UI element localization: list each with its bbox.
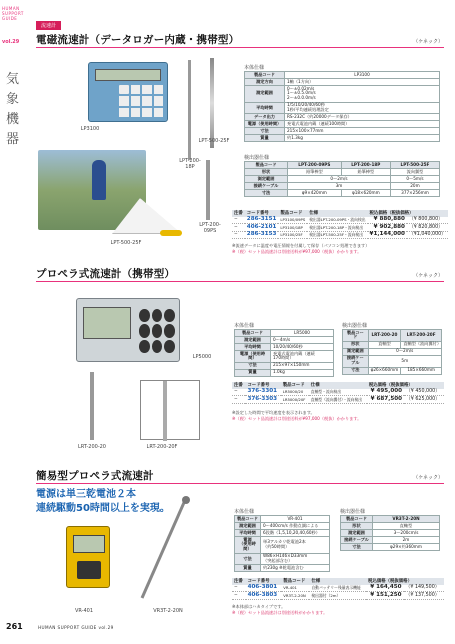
order-price-ex-tax: （¥ 800,800）	[407, 217, 448, 224]
spec-key: 形状	[341, 522, 373, 529]
spec-head: LPT-200-18P	[341, 162, 390, 169]
side-strip	[0, 0, 24, 644]
spec-key: 平均時間	[245, 102, 285, 114]
spec-value: 0〜±0.02m/s 1〜±0.5.0m/s 2〜±0.0.0m/s	[285, 85, 440, 102]
product-label: LPT-500-25F	[198, 138, 230, 144]
order-table-s2	[232, 382, 444, 404]
order-spec: 検出器LPT-500-25F・流向検出	[307, 231, 367, 239]
probe-drawing-lrt20f	[140, 380, 200, 440]
spec-value: W86×H146×D33mm （突起部含む）	[261, 553, 330, 565]
category-label	[6, 70, 20, 150]
order-price: ¥ 880,880	[368, 217, 407, 224]
order-head: 製品コード	[281, 382, 309, 389]
spec-cell: φ9×420mm	[288, 189, 342, 196]
order-head: 製品コード	[278, 210, 307, 217]
sensor-spec-title: 検出器仕様	[340, 509, 366, 515]
spec-key: 質量	[245, 135, 285, 142]
notes-s2	[232, 410, 361, 421]
spec-key: 質量	[235, 369, 271, 376]
order-spec: 検出器付（2m）	[309, 592, 366, 600]
order-spec: 検出器LPT-200-18P・流向検出	[307, 224, 367, 232]
maker-label: （ケネック）	[413, 475, 443, 481]
note-line: ※（税）セット品流速計は別途送料が¥97,000（税抜）かかります。	[232, 415, 362, 421]
probe-image-18p	[188, 60, 191, 160]
divider	[36, 281, 444, 282]
order-head: 税込価格（税抜価格）	[368, 210, 448, 217]
spec-head: 製品コード	[245, 162, 288, 169]
spec-value: 約1.3kg	[285, 135, 440, 142]
spec-cell: 鉛筆棒型	[341, 168, 390, 175]
spec-value: 215×100×77mm	[285, 128, 440, 135]
spec-cell: φ26×660mm	[368, 367, 401, 374]
product-label: LPT-200-09PS	[199, 222, 221, 234]
spec-key: 測定範囲	[245, 85, 285, 102]
sensor-spec-title: 検出器仕様	[342, 323, 368, 329]
category-char: 器	[6, 132, 20, 147]
order-spec: 直軸型（流向翼付）・流向検出	[309, 396, 367, 404]
spec-head: VR3T-2-20N	[373, 516, 440, 523]
spec-key: 寸法	[245, 128, 285, 135]
product-label: LP5000	[192, 354, 212, 360]
body-spec-title: 本体仕様	[234, 509, 255, 515]
spec-key: 測定範囲	[343, 348, 369, 355]
order-model: VR3T-2-20N	[281, 592, 309, 600]
order-spec: 検出器LPT-200-09PS・流向検出	[309, 217, 366, 223]
spec-cell: φ18×620mm	[341, 189, 390, 196]
spec-key: 形状	[343, 341, 369, 348]
order-mark: −	[232, 396, 245, 404]
spec-cell: 5m	[368, 355, 441, 367]
spec-key: 製品コード	[245, 72, 285, 79]
spec-cell: 3m	[288, 182, 391, 189]
vr3t-probe-image	[134, 494, 194, 604]
order-head: コード番号	[245, 382, 280, 389]
headline-line: 電源は単三乾電池２本	[36, 489, 136, 500]
spec-cell: 0〜5m/s	[390, 175, 439, 182]
spec-cell: 直軸型	[373, 522, 440, 529]
order-price: ¥ 495,000	[367, 389, 404, 396]
spec-cell: 2m	[373, 536, 440, 543]
page-number: 261	[6, 622, 23, 631]
order-head: 仕様	[309, 578, 366, 585]
order-mark: −	[232, 592, 246, 600]
order-price: ¥ 164,450	[366, 585, 404, 592]
headline-line: 連続駆動50時間以上を実現。	[36, 503, 170, 514]
order-price: ¥1,144,000	[369, 231, 405, 238]
sensor-spec-table	[342, 329, 442, 375]
product-label: VR-401	[74, 608, 94, 614]
order-row	[232, 217, 448, 224]
edge-brand	[2, 6, 24, 21]
spec-key: 質量	[235, 565, 261, 572]
note-line: ※設定した時間で平均速度を表示されます。	[232, 410, 315, 415]
probe-image-500	[210, 58, 214, 148]
footer-brand: HUMAN SUPPORT GUIDE vol.29	[38, 625, 114, 630]
body-spec-table	[234, 329, 334, 377]
spec-cell: 鉛筆棒型	[288, 168, 342, 175]
order-model: LP3100/18P	[278, 224, 307, 232]
order-model: LR5000/20	[281, 389, 309, 396]
sensor-spec-table	[340, 515, 440, 551]
order-price-ex-tax: （¥ 625,000）	[404, 396, 444, 404]
edge-vol: vol.29	[2, 39, 20, 45]
spec-head: LPT-200-09PS	[288, 162, 342, 169]
order-mark: −	[232, 217, 245, 224]
maker-label: （ケネック）	[413, 39, 443, 45]
sensor-spec-table	[244, 161, 440, 197]
order-model: LR5000/20F	[281, 396, 309, 404]
order-head: 税込価格（税抜価格）	[367, 382, 444, 389]
section-title-propeller: プロペラ式流速計（携帯型）	[36, 268, 176, 280]
probe-image-09ps	[206, 160, 210, 220]
spec-cell: 0〜2m/s	[288, 175, 391, 182]
order-code: 286-3151	[246, 216, 277, 223]
spec-head: LRT-200-20	[368, 330, 401, 342]
spec-cell: 20m	[390, 182, 439, 189]
spec-key: 寸法	[245, 189, 288, 196]
lp3100-device-image	[88, 62, 168, 122]
category-tag: 流速計	[36, 21, 61, 30]
spec-key: 接続ケーブル	[245, 182, 288, 189]
order-row	[232, 224, 448, 232]
spec-value: 0〜4m/s	[271, 336, 334, 343]
order-model: VR-401	[281, 585, 309, 592]
product-label: VR3T-2-20N	[153, 608, 183, 614]
order-spec: 自動バッテリー残量表示機能	[309, 585, 366, 592]
spec-value: 約230g ※乾電池含む	[261, 565, 330, 572]
order-code: 286-3153	[246, 231, 277, 238]
spec-cell: 3〜200cm/s	[373, 529, 440, 536]
spec-value: VR-401	[261, 516, 330, 523]
order-row	[232, 389, 444, 396]
order-mark: −	[232, 231, 245, 239]
order-row	[232, 585, 444, 592]
order-mark: −	[232, 389, 245, 396]
spec-key: 平均時間	[235, 343, 271, 350]
order-head: 製品コード	[281, 578, 309, 585]
spec-cell: 377×256mm	[390, 189, 439, 196]
spec-key: 測定範囲	[235, 522, 261, 529]
order-head: 仕様	[309, 382, 367, 389]
order-head: コード番号	[246, 578, 282, 585]
spec-head: 製品コード	[343, 330, 369, 342]
edge-brand-line: GUIDE	[2, 16, 18, 21]
spec-cell: 185×660mm	[401, 367, 442, 374]
spec-key: 寸法	[235, 362, 271, 369]
spec-value: 1軸（1方向）	[285, 78, 440, 85]
order-price: ¥ 151,250	[366, 592, 404, 600]
category-char: 機	[6, 112, 20, 127]
spec-key: 平均時間	[235, 529, 261, 536]
spec-key: 電源（使用時間）	[245, 121, 285, 128]
spec-key: 形状	[245, 168, 288, 175]
order-row	[232, 396, 444, 404]
order-code: 376-3301	[245, 389, 280, 396]
product-label: LRT-200-20F	[146, 444, 178, 450]
note-line: ※流速データに温度や電圧情報を付属して保存（パソコン処理できます）	[232, 243, 370, 248]
note-line: ※本体部はハカタイプです。	[232, 604, 286, 609]
order-code: 406-2101	[246, 223, 277, 230]
spec-value: 充電式電池内蔵（連続100時間）	[285, 121, 440, 128]
spec-key: 測定範囲	[235, 336, 271, 343]
spec-value: 充電式電池内蔵（連続 170時間）	[271, 350, 334, 362]
probe-image-lrt20	[90, 372, 94, 440]
order-head: 仕様	[307, 210, 367, 217]
order-row	[232, 231, 448, 239]
note-line: ※（税）セット品流速計は別途送料がかかります。	[232, 609, 328, 615]
spec-key: 接続ケーブル	[343, 355, 369, 367]
spec-value: 10/20/40/60秒	[271, 343, 334, 350]
spec-value: 0〜400cm/s 作動点調による	[261, 522, 330, 529]
spec-key: 寸法	[343, 367, 369, 374]
spec-key: 接続ケーブル	[341, 536, 373, 543]
order-code: 406-3801	[246, 585, 282, 592]
spec-head: LRT-200-20F	[401, 330, 442, 342]
order-model: LP3100/09PS	[280, 217, 306, 223]
section-title-em-flowmeter: 電磁流速計（データロガー内蔵・携帯型）	[36, 34, 240, 46]
spec-value: LR5000	[271, 330, 334, 337]
spec-key: 電源（使用時間）	[235, 350, 271, 362]
order-spec: 直軸型・流向検出	[309, 389, 367, 396]
product-label: LPT-500-25F	[110, 240, 142, 246]
maker-label: （ケネック）	[413, 273, 443, 279]
order-mark: −	[232, 585, 246, 592]
spec-key: 製品コード	[235, 330, 271, 337]
spec-head: LPT-500-25F	[390, 162, 439, 169]
divider	[36, 47, 444, 48]
spec-value: LP3100	[285, 72, 440, 79]
order-row	[232, 592, 444, 600]
order-price-ex-tax: （¥1,040,000）	[408, 232, 446, 238]
edge-brand-line: HUMAN	[2, 6, 20, 11]
order-head: 注番	[232, 578, 246, 585]
order-price: ¥ 687,500	[367, 396, 404, 404]
spec-key: 測定範囲	[341, 529, 373, 536]
spec-key: 寸法	[235, 553, 261, 565]
order-price-ex-tax: （¥ 820,800）	[407, 224, 448, 232]
order-price-ex-tax: （¥ 137,500）	[404, 592, 444, 600]
spec-value: 1/5/10/20/40/60秒 1秒/平均連続処理設定	[285, 102, 440, 114]
spec-value: 6段階（1,5,10,20,40,60秒）	[261, 529, 330, 536]
spec-key: 測定方向	[245, 78, 285, 85]
category-char: 象	[6, 92, 20, 107]
spec-cell: 0〜2m/s	[368, 348, 441, 355]
order-code: 406-3803	[246, 592, 282, 600]
product-label: LRT-200-20	[77, 444, 106, 450]
sensor-spec-title: 検出器仕様	[244, 155, 270, 161]
spec-value: RS-232C（約20000データ保存）	[285, 114, 440, 121]
body-spec-table	[234, 515, 330, 572]
lp5000-device-image	[76, 298, 180, 362]
spec-key: 寸法	[341, 543, 373, 550]
product-label: LP3100	[80, 126, 100, 132]
spec-value: 単3アルカリ乾電池2本 （約50時間）	[261, 536, 330, 553]
spec-cell: 流向翼型	[390, 168, 439, 175]
order-price-ex-tax: （¥ 149,500）	[404, 585, 444, 592]
order-mark: −	[232, 224, 245, 232]
order-price: ¥ 902,880	[368, 224, 407, 232]
body-spec-table	[244, 71, 440, 142]
order-table-s3	[232, 578, 444, 600]
order-head: 注番	[234, 210, 243, 216]
spec-head: 製品コード	[341, 516, 373, 523]
spec-key: 電源 （使用時間）	[235, 536, 261, 553]
spec-value: 1.0kg	[271, 369, 334, 376]
product-label: LPT-200-18P	[179, 158, 201, 170]
note-line: ※（税）セット品流速計は別途送料が¥97,000（税抜）かかります。	[232, 248, 362, 254]
spec-key: 測定範囲	[245, 175, 288, 182]
order-price-ex-tax: （¥ 450,000）	[404, 389, 444, 396]
edge-brand-line: SUPPORT	[2, 11, 24, 16]
spec-key: データ出力	[245, 114, 285, 121]
spec-value: 215×97×150mm	[271, 362, 334, 369]
spec-cell: 直軸型	[368, 341, 401, 348]
divider	[36, 483, 444, 484]
category-char: 気	[6, 72, 20, 87]
order-model: LP3100/25F	[278, 231, 307, 239]
spec-key: 製品コード	[235, 516, 261, 523]
body-spec-title: 本体仕様	[244, 65, 265, 71]
spec-cell: 直軸型（流向翼付）	[401, 341, 442, 348]
order-head: 税込価格（税抜価格）	[366, 578, 444, 585]
notes-s1	[232, 243, 369, 254]
section-title-simple: 簡易型プロペラ式流速計	[36, 470, 154, 482]
vr401-device-image	[66, 526, 110, 588]
vane-float	[160, 230, 182, 236]
order-head: コード番号	[245, 210, 279, 217]
order-head: 注番	[232, 382, 245, 389]
body-spec-title: 本体仕様	[234, 323, 255, 329]
notes-s3	[232, 604, 327, 615]
order-table-s1	[232, 210, 448, 239]
spec-cell: φ29×約360mm	[373, 543, 440, 550]
order-code: 376-3303	[245, 396, 280, 404]
